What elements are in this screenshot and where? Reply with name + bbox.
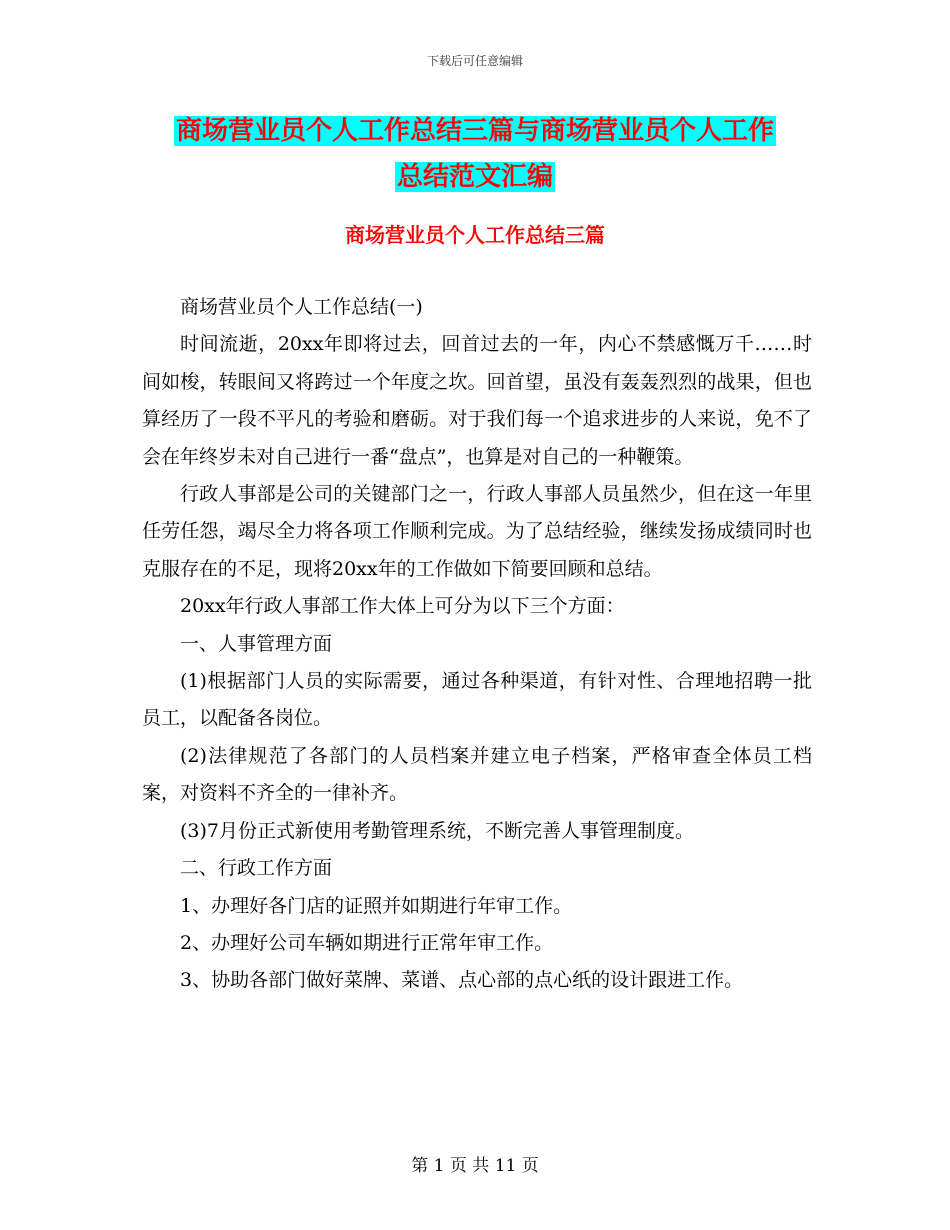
paragraph: 2、办理好公司车辆如期进行正常年审工作。 [180, 931, 554, 954]
document-title [0, 108, 950, 200]
paragraph: 商场营业员个人工作总结(一) [180, 296, 423, 318]
paragraph: (3)7月份正式新使用考勤管理系统，不断完善人事管理制度。 [180, 819, 695, 842]
section-title: 商场营业员个人工作总结三篇 [345, 223, 605, 247]
paragraph: 20xx年行政人事部工作大体上可分为以下三个方面： [180, 595, 625, 618]
paragraph: 行政人事部是公司的关键部门之一，行政人事部人员虽然少，但在这一年里任劳任怨，竭尽全力将各项工作顺利完成。为了总结经验，继续发扬成绩同时也克服存在的不足，现将20xx年的工作做如下简要回顾和总结。 [142, 483, 812, 580]
title-line-2: 总结范文汇编 [396, 162, 553, 192]
header-note: 下载后可任意编辑 [426, 54, 523, 68]
page-footer: 第 1 页 共 11 页 [411, 1156, 539, 1176]
paragraph: 时间流逝，20xx年即将过去，回首过去的一年，内心不禁感慨万千……时间如梭，转眼间又将跨过一个年度之坎。回首望，虽没有轰轰烈烈的战果，但也算经历了一段不平凡的考验和磨砺。对于我们每一个追求进步的人来说，免不了会在年终岁未对自己进行一番“盘点”，也算是对自己的一种鞭策。 [142, 333, 812, 468]
paragraph: 一、人事管理方面 [180, 632, 333, 655]
paragraph: 二、行政工作方面 [180, 857, 333, 880]
paragraph: (2)法律规范了各部门的人员档案并建立电子档案，严格审查全体员工档案，对资料不齐全的一律补齐。 [142, 744, 812, 805]
body-text [142, 289, 812, 1000]
title-line-1: 商场营业员个人工作总结三篇与商场营业员个人工作 [175, 116, 774, 146]
paragraph: (1)根据部门人员的实际需要，通过各种渠道，有针对性、合理地招聘一批员工，以配备各岗位。 [142, 670, 812, 730]
paragraph: 1、办理好各门店的证照并如期进行年审工作。 [180, 894, 573, 917]
paragraph: 3、协助各部门做好菜牌、菜谱、点心部的点心纸的设计跟进工作。 [180, 969, 744, 992]
